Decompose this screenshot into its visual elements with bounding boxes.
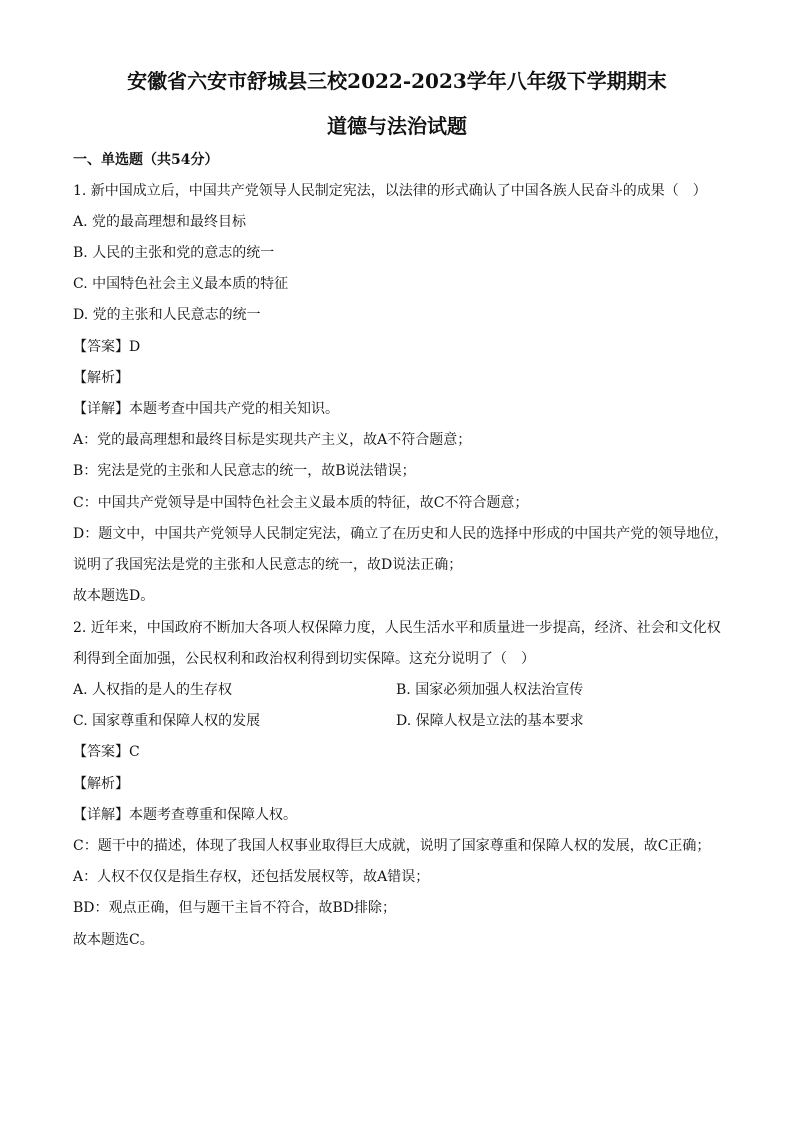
question-2-conclusion: 故本题选C。 [73, 932, 154, 948]
document-title: 安徽省六安市舒城县三校2022-2023学年八年级下学期期末 [127, 69, 667, 93]
question-2-option-d: D. 保障人权是立法的基本要求 [396, 713, 584, 729]
question-2-analysis-label: 【解析】 [73, 776, 129, 792]
question-2-option-c: C. 国家尊重和保障人权的发展 [73, 713, 261, 729]
question-1-option-b: B. 人民的主张和党的意志的统一 [73, 245, 275, 261]
question-1-conclusion: 故本题选D。 [73, 588, 155, 604]
question-2-stem: 2. 近年来，中国政府不断加大各项人权保障力度，人民生活水平和质量进一步提高，经济、社会和文化权 [73, 620, 721, 636]
question-2-stem-continued: 利得到全面加强，公民权利和政治权利得到切实保障。这充分说明了（ ） [73, 651, 535, 667]
question-2-answer: 【答案】C [73, 744, 140, 760]
question-1-detail: C：中国共产党领导是中国特色社会主义最本质的特征，故C不符合题意； [73, 495, 529, 511]
question-2-detail: C：题干中的描述，体现了我国人权事业取得巨大成就，说明了国家尊重和保障人权的发展，故C正确； [73, 838, 711, 854]
section-heading: 一、单选题（共54分） [73, 152, 219, 168]
question-2-detail: BD：观点正确，但与题干主旨不符合，故BD排除； [73, 900, 397, 916]
question-2-detail: 【详解】本题考查尊重和保障人权。 [73, 807, 297, 823]
question-1-answer: 【答案】D [73, 339, 141, 355]
question-1-detail: 说明了我国宪法是党的主张和人民意志的统一，故D说法正确； [73, 557, 463, 573]
question-1-detail: 【详解】本题考查中国共产党的相关知识。 [73, 401, 339, 417]
question-1-option-c: C. 中国特色社会主义最本质的特征 [73, 276, 289, 292]
question-1-option-d: D. 党的主张和人民意志的统一 [73, 307, 261, 323]
question-1-analysis-label: 【解析】 [73, 370, 129, 386]
document-subtitle: 道德与法治试题 [327, 114, 467, 138]
question-1-detail: B：宪法是党的主张和人民意志的统一，故B说法错误； [73, 463, 416, 479]
question-1-stem: 1. 新中国成立后，中国共产党领导人民制定宪法，以法律的形式确认了中国各族人民奋斗的成果（ ） [73, 183, 707, 199]
question-1-option-a: A. 党的最高理想和最终目标 [73, 214, 247, 230]
question-2-option-a: A. 人权指的是人的生存权 [73, 682, 233, 698]
question-1-detail: D：题文中，中国共产党领导人民制定宪法，确立了在历史和人民的选择中形成的中国共产党的领导地位， [73, 526, 729, 542]
question-2-detail: A：人权不仅仅是指生存权，还包括发展权等，故A错误； [73, 869, 430, 885]
question-1-detail: A：党的最高理想和最终目标是实现共产主义，故A不符合题意； [73, 432, 472, 448]
question-2-option-b: B. 国家必须加强人权法治宣传 [396, 682, 584, 698]
